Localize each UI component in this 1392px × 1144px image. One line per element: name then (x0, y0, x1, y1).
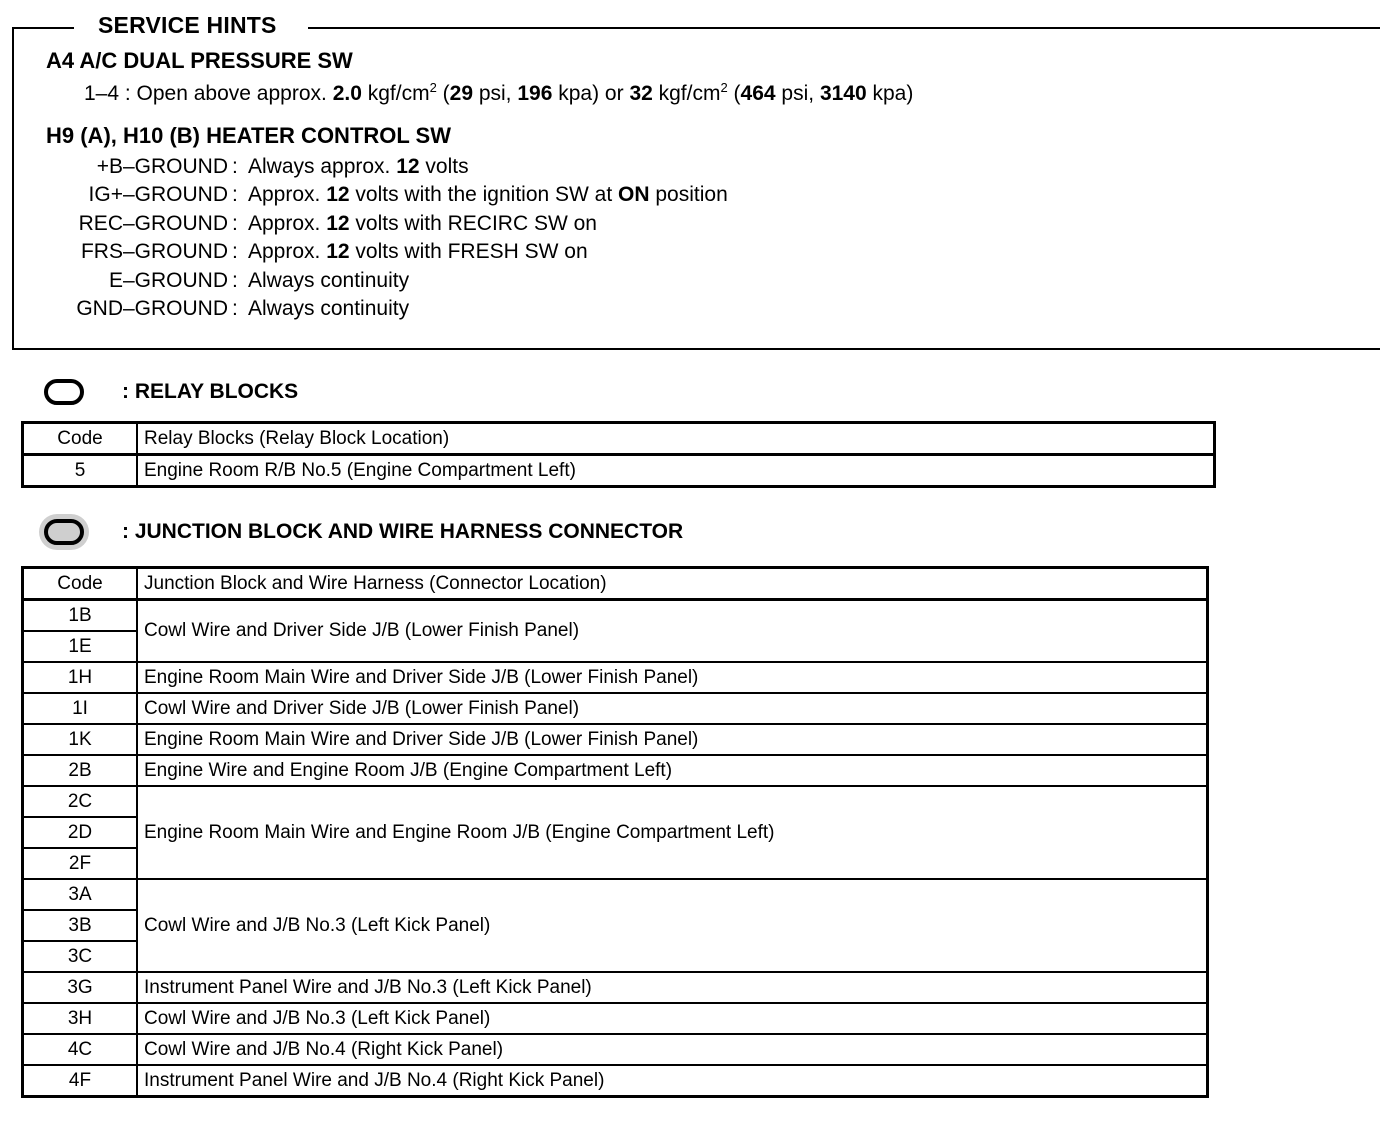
cell-code: 3B (23, 910, 138, 941)
cell-code: 2C (23, 786, 138, 817)
a4-spec-line: 1–4 : Open above approx. 2.0 kgf/$cm^2$ (29 psi, 196 kpa) or 32 kgf/$cm^2$ (464 psi, 3140 kpa) (84, 80, 914, 105)
hint-row: E–GROUND : Always continuity (108, 269, 410, 292)
table-row (23, 1034, 1208, 1065)
header-desc: Junction Block and Wire Harness (Connector Location) (137, 568, 1208, 600)
junction-block-label: : JUNCTION BLOCK AND WIRE HARNESS CONNECTOR (122, 520, 684, 543)
cell-code: 2B (23, 755, 138, 786)
table-header-row (23, 568, 1208, 600)
junction-block-icon (44, 519, 84, 545)
cell-desc: Cowl Wire and Driver Side J/B (Lower Finish Panel) (137, 600, 1208, 663)
cell-code: 1E (23, 631, 138, 662)
cell-desc: Engine Room R/B No.5 (Engine Compartment Left) (137, 455, 1215, 487)
hints-border-top-right (308, 27, 1380, 29)
cell-code: 1I (23, 693, 138, 724)
table-row (23, 1065, 1208, 1097)
hints-border-top-left (12, 27, 74, 29)
hint-row: +B–GROUND : Always approx. 12 volts (96, 155, 469, 178)
cell-desc: Cowl Wire and J/B No.3 (Left Kick Panel) (137, 1003, 1208, 1034)
table-header-row (23, 423, 1215, 455)
cell-desc: Engine Wire and Engine Room J/B (Engine Compartment Left) (137, 755, 1208, 786)
relay-block-icon (44, 379, 84, 405)
table-row (23, 972, 1208, 1003)
cell-code: 3G (23, 972, 138, 1003)
table-row (23, 879, 1208, 910)
cell-desc: Engine Room Main Wire and Engine Room J/B (Engine Compartment Left) (137, 786, 1208, 879)
header-code: Code (23, 568, 138, 600)
table-row (23, 600, 1208, 632)
header-desc: Relay Blocks (Relay Block Location) (137, 423, 1215, 455)
table-row (23, 693, 1208, 724)
cell-code: 1H (23, 662, 138, 693)
hint-row: REC–GROUND : Approx. 12 volts with RECIRC SW on (78, 212, 597, 235)
cell-code: 2F (23, 848, 138, 879)
table-row (23, 455, 1215, 487)
service-hints-title: SERVICE HINTS (98, 12, 277, 38)
cell-code: 5 (23, 455, 138, 487)
cell-code: 1B (23, 600, 138, 632)
cell-code: 4F (23, 1065, 138, 1097)
cell-code: 1K (23, 724, 138, 755)
relay-blocks-label: : RELAY BLOCKS (122, 380, 299, 403)
cell-desc: Cowl Wire and J/B No.3 (Left Kick Panel) (137, 879, 1208, 972)
table-row (23, 724, 1208, 755)
table-row (23, 786, 1208, 817)
cell-code: 2D (23, 817, 138, 848)
relay-blocks-legend (44, 374, 299, 410)
cell-desc: Engine Room Main Wire and Driver Side J/B (Lower Finish Panel) (137, 724, 1208, 755)
cell-desc: Instrument Panel Wire and J/B No.4 (Right Kick Panel) (137, 1065, 1208, 1097)
hint-row: IG+–GROUND : Approx. 12 volts with the ignition SW at ON position (88, 183, 728, 206)
cell-desc: Instrument Panel Wire and J/B No.3 (Left Kick Panel) (137, 972, 1208, 1003)
cell-code: 3A (23, 879, 138, 910)
cell-desc: Cowl Wire and Driver Side J/B (Lower Finish Panel) (137, 693, 1208, 724)
relay-blocks-table (21, 421, 1216, 488)
table-row (23, 1003, 1208, 1034)
cell-code: 3C (23, 941, 138, 972)
a4-heading: A4 A/C DUAL PRESSURE SW (46, 48, 353, 73)
h9-heading: H9 (A), H10 (B) HEATER CONTROL SW (46, 123, 451, 148)
cell-desc: Engine Room Main Wire and Driver Side J/B (Lower Finish Panel) (137, 662, 1208, 693)
junction-block-legend (44, 514, 684, 550)
table-row (23, 755, 1208, 786)
hint-row: GND–GROUND : Always continuity (76, 297, 410, 320)
cell-desc: Cowl Wire and J/B No.4 (Right Kick Panel) (137, 1034, 1208, 1065)
junction-block-table (21, 566, 1209, 1098)
table-row (23, 662, 1208, 693)
cell-code: 3H (23, 1003, 138, 1034)
cell-code: 4C (23, 1034, 138, 1065)
header-code: Code (23, 423, 138, 455)
hint-row: FRS–GROUND : Approx. 12 volts with FRESH SW on (80, 240, 588, 263)
